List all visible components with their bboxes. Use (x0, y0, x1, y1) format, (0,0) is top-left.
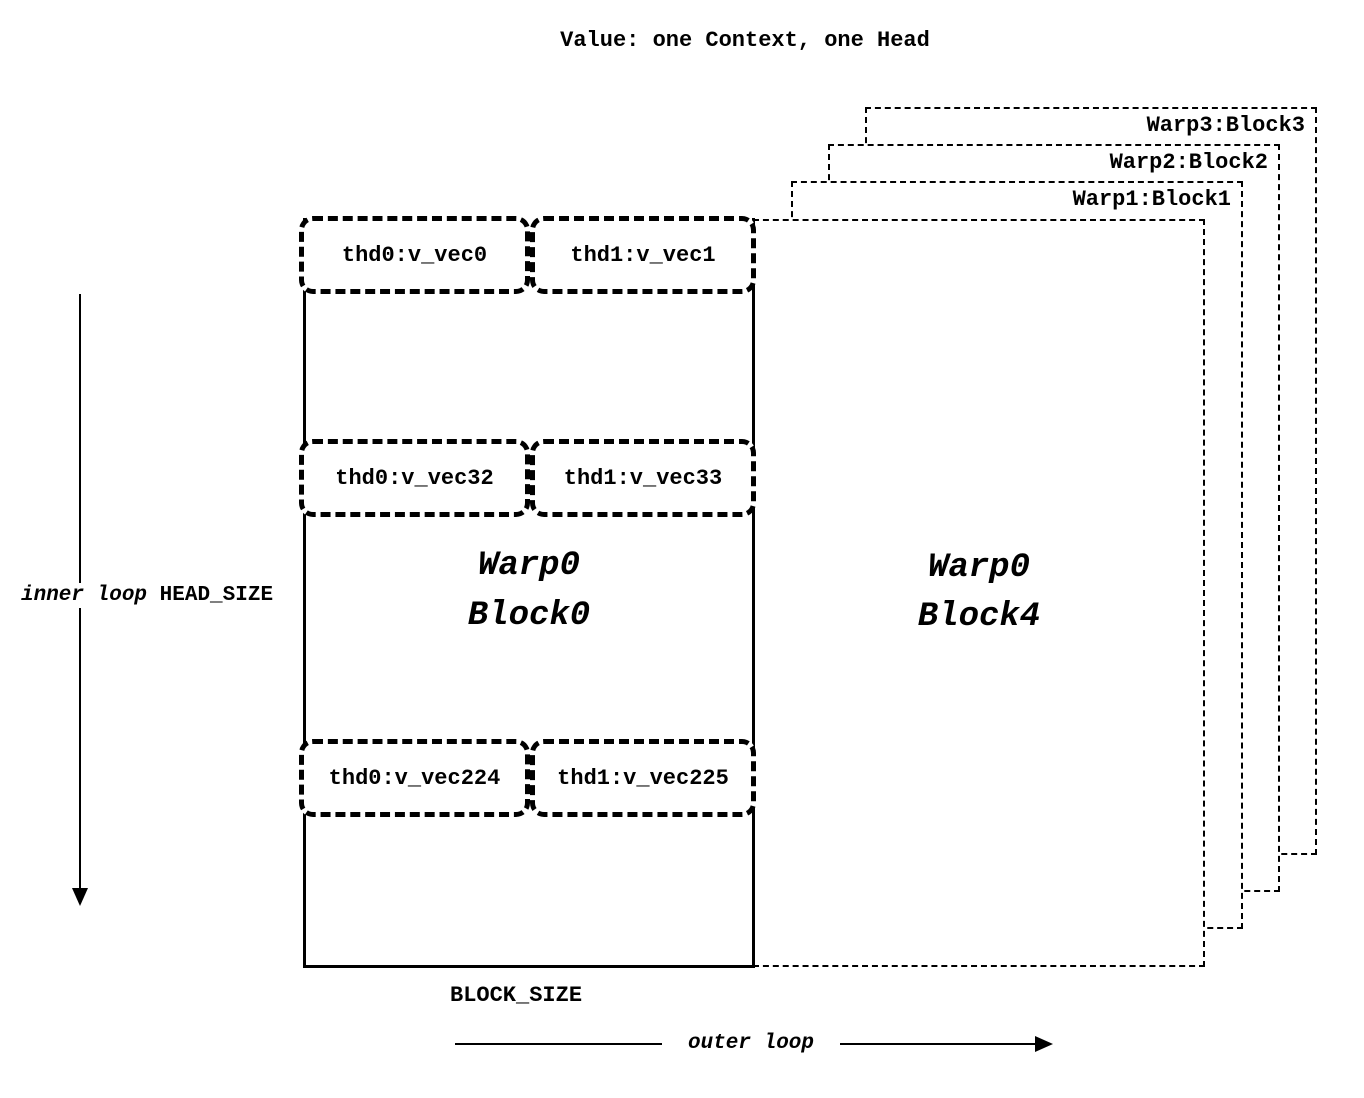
thd0-v-vec32-cell: thd0:v_vec32 (299, 439, 530, 517)
warp0-block0-label (468, 542, 590, 641)
warp0-block4-label (918, 544, 1040, 643)
thd0-v-vec0-cell: thd0:v_vec0 (299, 216, 530, 294)
warp0-block0-label-line1: Warp0 (477, 547, 580, 586)
warp0-block4-label-line1: Warp0 (927, 548, 1030, 587)
warp3-block3-label: Warp3:Block3 (1146, 113, 1305, 138)
inner-loop-axis-label (18, 583, 276, 608)
diagram-title: Value: one Context, one Head (560, 28, 930, 53)
thd0-v-vec224-cell: thd0:v_vec224 (299, 739, 530, 817)
thd1-v-vec1-cell: thd1:v_vec1 (530, 216, 756, 294)
head-size-label: HEAD_SIZE (159, 584, 274, 607)
warp2-block2-label: Warp2:Block2 (1109, 150, 1268, 175)
warp0-block4-label-line2: Block4 (917, 598, 1041, 636)
warp0-block4-rect (753, 219, 1205, 967)
inner-loop-label: inner loop (21, 584, 148, 607)
outer-loop-label: outer loop (662, 1031, 840, 1056)
thd1-v-vec225-cell: thd1:v_vec225 (530, 739, 756, 817)
inner-loop-arrowhead-icon (72, 888, 88, 906)
thd1-v-vec33-cell: thd1:v_vec33 (530, 439, 756, 517)
block-size-label: BLOCK_SIZE (450, 983, 583, 1008)
warp0-block0-label-line2: Block0 (467, 596, 591, 635)
warp0-block0-rect (303, 218, 755, 968)
warp1-block1-label: Warp1:Block1 (1072, 187, 1231, 212)
outer-loop-arrowhead-icon (1035, 1036, 1053, 1052)
